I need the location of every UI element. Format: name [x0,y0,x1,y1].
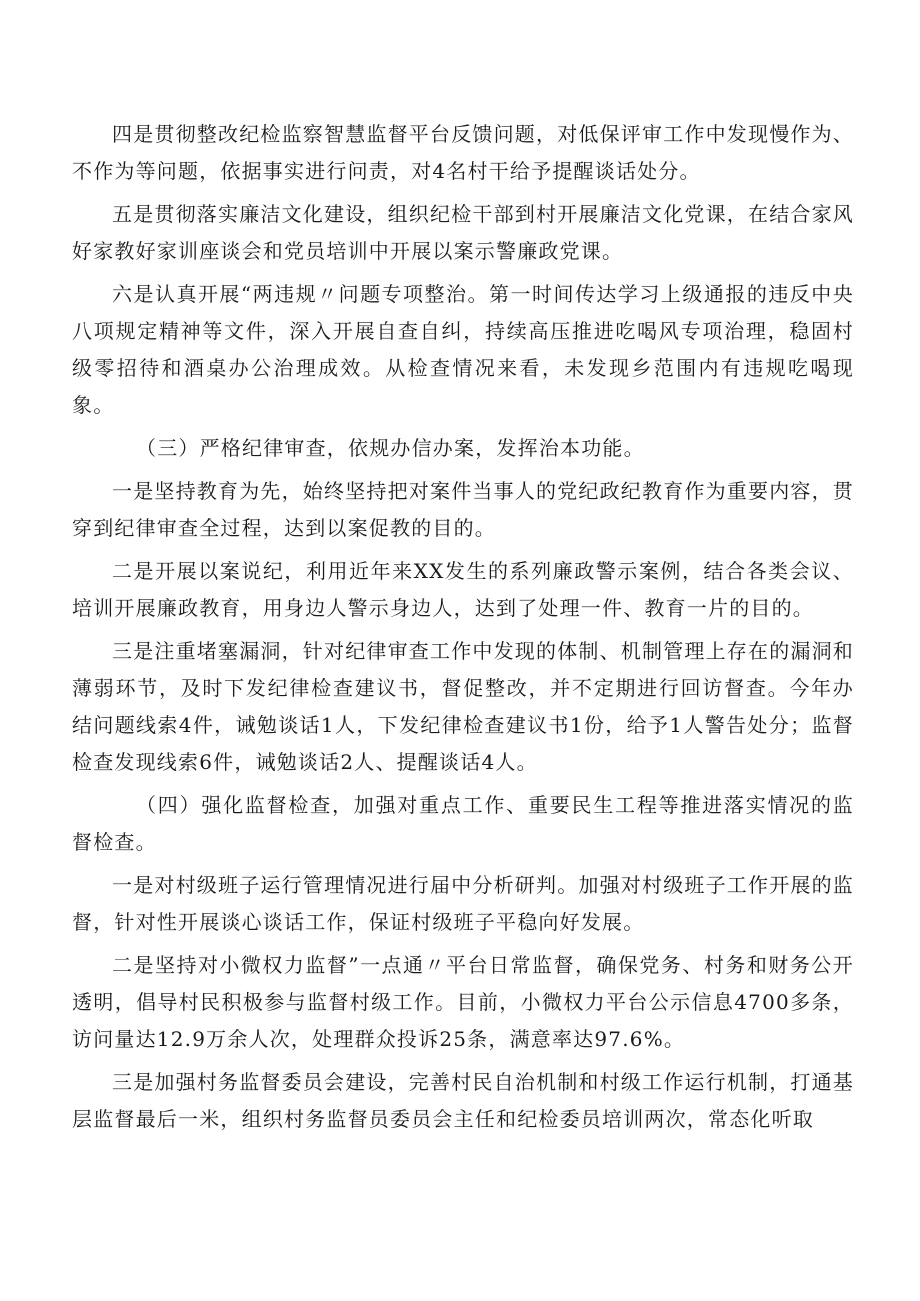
paragraph-4-rectification: 四是贯彻整改纪检监察智慧监督平台反馈问题，对低保评审工作中发现慢作为、不作为等问题，依据事实进行问责，对4名村干给予提醒谈话处分。 [72,122,854,183]
paragraph-village-team: 一是对村级班子运行管理情况进行届中分析研判。加强对村级班子工作开展的监督，针对性开展谈心谈话工作，保证村级班子平稳向好发展。 [72,873,854,934]
section-heading-4: （四）强化监督检查，加强对重点工作、重要民生工程等推进落实情况的监督检查。 [72,793,854,854]
paragraph-education-first: 一是坚持教育为先，始终坚持把对案件当事人的党纪政纪教育作为重要内容，贯穿到纪律审查全过程，达到以案促教的目的。 [72,479,854,540]
paragraph-5-integrity-culture: 五是贯彻落实廉洁文化建设，组织纪检干部到村开展廉洁文化党课，在结合家风好家教好家训座谈会和党员培训中开展以案示警廉政党课。 [72,202,854,263]
paragraph-village-supervision: 三是加强村务监督委员会建设，完善村民自治机制和村级工作运行机制，打通基层监督最后一米，组织村务监督员委员会主任和纪检委员培训两次，常态化听取 [72,1070,854,1131]
section-heading-3: （三）严格纪律审查，依规办信办案，发挥治本功能。 [136,436,645,460]
document-body [72,116,854,1144]
paragraph-6-special-rectification: 六是认真开展“两违规〃问题专项整治。第一时间传达学习上级通报的违反中央八项规定精神等文件，深入开展自查自纠，持续高压推进吃喝风专项治理，稳固村级零招待和酒桌办公治理成效。从检查情况来看，未发现乡范围内有违规吃喝现象。 [72,282,854,417]
paragraph-plug-loopholes: 三是注重堵塞漏洞，针对纪律审查工作中发现的体制、机制管理上存在的漏洞和薄弱环节，及时下发纪律检查建议书，督促整改，并不定期进行回访督查。今年办结问题线索4件，诫勉谈话1人，下发纪律检查建议书1份，给予1人警告处分；监督检查发现线索6件，诫勉谈话2人、提醒谈话4人。 [72,639,854,774]
paragraph-case-discipline: 二是开展以案说纪，利用近年来XX发生的系列廉政警示案例，结合各类会议、培训开展廉政教育，用身边人警示身边人，达到了处理一件、教育一片的目的。 [72,559,854,620]
paragraph-micro-power: 二是坚持对小微权力监督”一点通〃平台日常监督，确保党务、村务和财务公开透明，倡导村民积极参与监督村级工作。目前，小微权力平台公示信息4700多条，访问量达12.9万余人次，处理群众投诉25条，满意率达97.6%。 [72,953,854,1051]
